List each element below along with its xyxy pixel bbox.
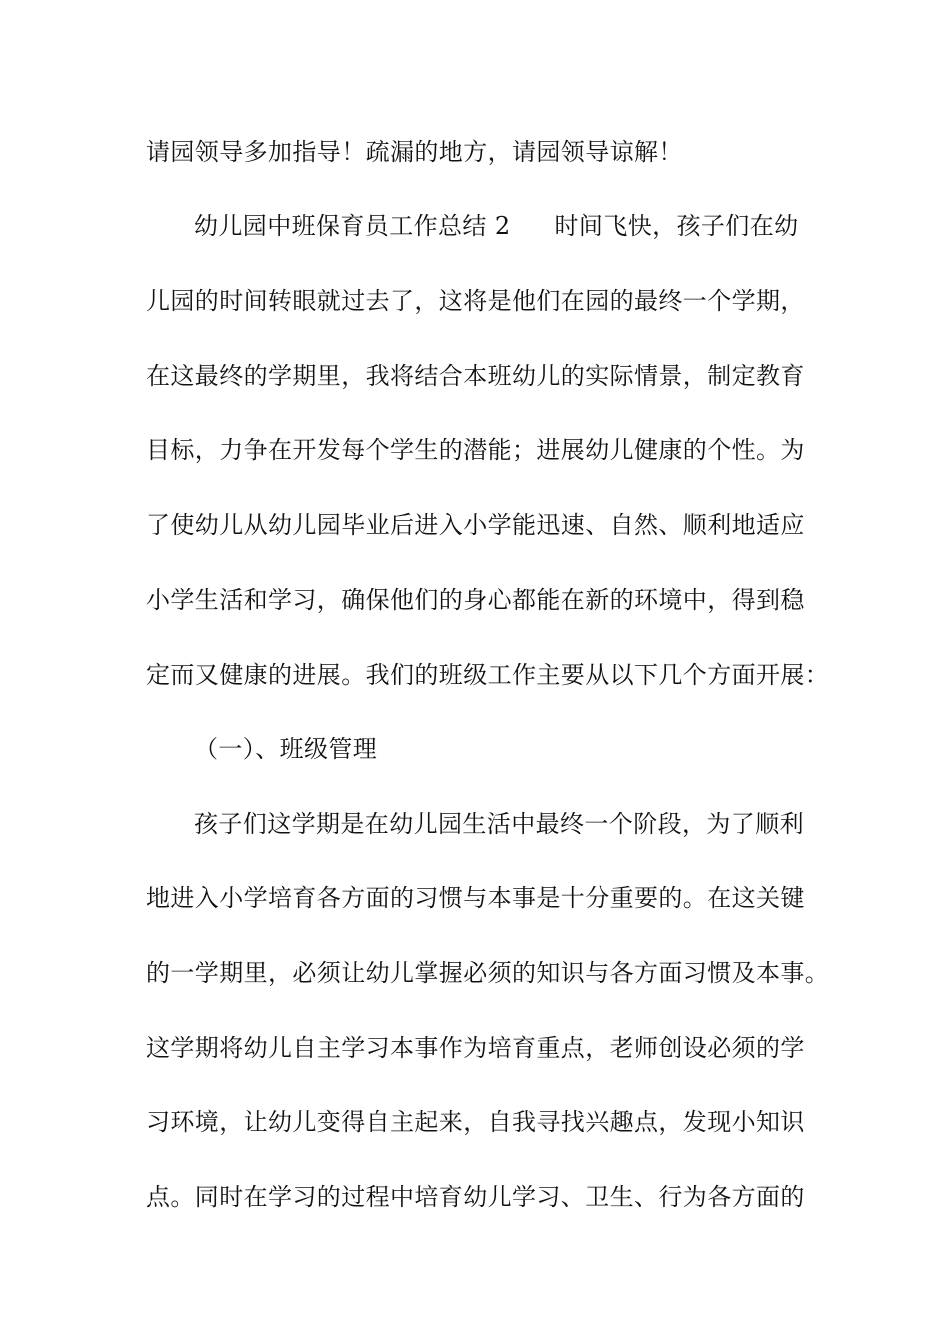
text-line: 儿园的时间转眼就过去了，这将是他们在园的最终一个学期， [146, 287, 805, 315]
subsection-heading: （一）、班级管理 [194, 735, 378, 763]
text-line: 在这最终的学期里，我将结合本班幼儿的实际情景，制定教育 [146, 362, 805, 390]
text-line: 的一学期里，必须让幼儿掌握必须的知识与各方面习惯及本事。 [146, 959, 830, 987]
text-line: 小学生活和学习，确保他们的身心都能在新的环境中，得到稳 [146, 586, 805, 614]
section-heading: 幼儿园中班保育员工作总结 2 [194, 212, 511, 240]
text-line: 地进入小学培育各方面的习惯与本事是十分重要的。在这关键 [146, 884, 805, 912]
text-line: 孩子们这学期是在幼儿园生活中最终一个阶段，为了顺利 [194, 810, 804, 838]
text-line: 请园领导多加指导！疏漏的地方，请园领导谅解！ [146, 138, 683, 166]
text-line: 定而又健康的进展。我们的班级工作主要从以下几个方面开展： [146, 661, 830, 689]
text-line: 习环境，让幼儿变得自主起来，自我寻找兴趣点，发现小知识 [146, 1108, 805, 1136]
text-line: 点。同时在学习的过程中培育幼儿学习、卫生、行为各方面的 [146, 1183, 805, 1211]
text-line: 目标，力争在开发每个学生的潜能；进展幼儿健康的个性。为 [146, 436, 805, 464]
text-line: 了使幼儿从幼儿园毕业后进入小学能迅速、自然、顺利地适应 [146, 511, 805, 539]
heading-line [194, 211, 799, 241]
text-line: 这学期将幼儿自主学习本事作为培育重点，老师创设必须的学 [146, 1034, 805, 1062]
text-fragment: 时间飞快，孩子们在幼 [554, 212, 799, 240]
